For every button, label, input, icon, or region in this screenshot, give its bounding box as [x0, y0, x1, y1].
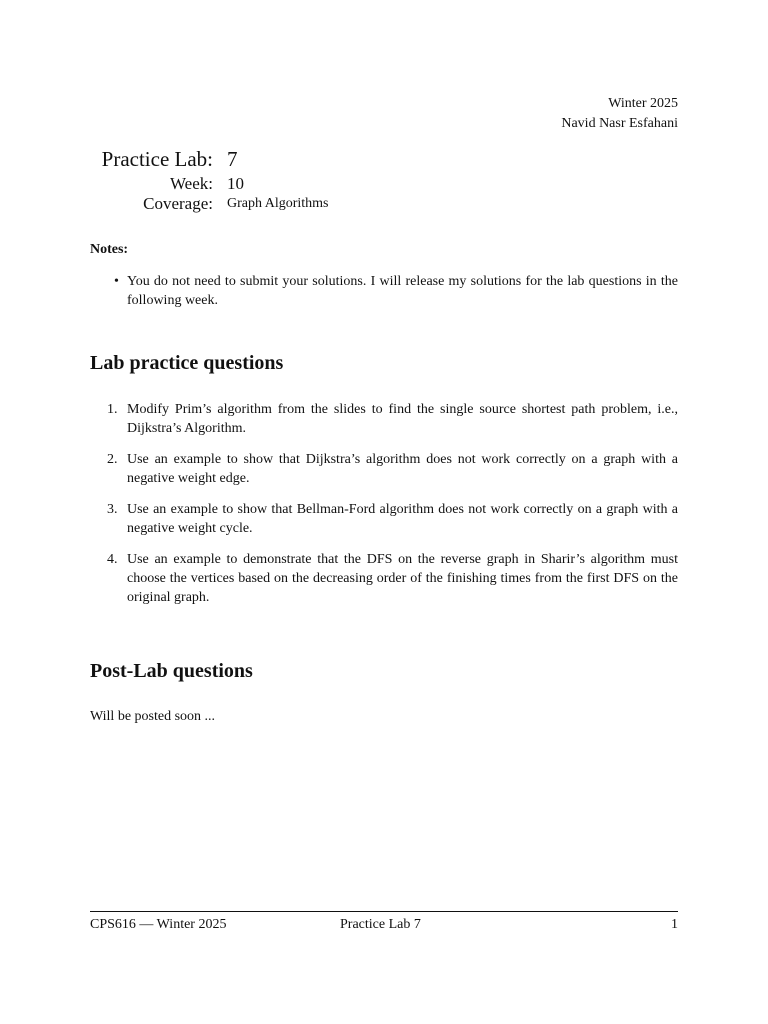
- post-lab-text: Will be posted soon ...: [90, 709, 216, 724]
- question-text: Use an example to show that Dijkstra’s algorithm does not work correctly on a graph with a negative weight edge.: [127, 452, 678, 486]
- question-number: 1.: [107, 402, 118, 417]
- question-number: 4.: [107, 552, 118, 567]
- lab-label: Practice Lab:: [101, 147, 213, 171]
- post-lab-heading: Post-Lab questions: [90, 660, 253, 682]
- question-item: [90, 550, 678, 607]
- week-value: 10: [227, 174, 244, 193]
- lab-number: 7: [227, 147, 238, 171]
- coverage-value: Graph Algorithms: [227, 196, 329, 211]
- document-header: [561, 94, 678, 134]
- question-item: [90, 400, 678, 438]
- question-item: [90, 500, 678, 538]
- question-number: 2.: [107, 452, 118, 467]
- notes-list: [90, 272, 678, 310]
- coverage-label: Coverage:: [143, 194, 213, 213]
- question-list: [90, 400, 678, 619]
- question-text: Use an example to demonstrate that the DFS on the reverse graph in Sharir’s algorithm must choose the vertices based on the decreasing order of the finishing times from the first DFS on the original graph.: [127, 552, 678, 605]
- question-text: Modify Prim’s algorithm from the slides to find the single source shortest path problem, i.e., Dijkstra’s Algorithm.: [127, 402, 678, 436]
- author-name: Navid Nasr Esfahani: [561, 116, 678, 131]
- note-text: You do not need to submit your solutions. I will release my solutions for the lab questions in the following week.: [127, 274, 678, 308]
- term-text: Winter 2025: [608, 96, 678, 111]
- notes-heading: Notes:: [90, 242, 129, 257]
- footer-divider: [90, 911, 678, 912]
- page-number: 1: [671, 917, 678, 932]
- week-label: Week:: [170, 174, 213, 193]
- page-footer: [90, 917, 678, 937]
- footer-course: CPS616 — Winter 2025: [90, 917, 227, 932]
- question-number: 3.: [107, 502, 118, 517]
- note-item: [90, 272, 678, 310]
- question-text: Use an example to show that Bellman-Ford algorithm does not work correctly on a graph with a negative weight cycle.: [127, 502, 678, 536]
- footer-title: Practice Lab 7: [340, 917, 421, 932]
- bullet-icon: •: [114, 274, 119, 289]
- lab-practice-heading: Lab practice questions: [90, 352, 284, 374]
- question-item: [90, 450, 678, 488]
